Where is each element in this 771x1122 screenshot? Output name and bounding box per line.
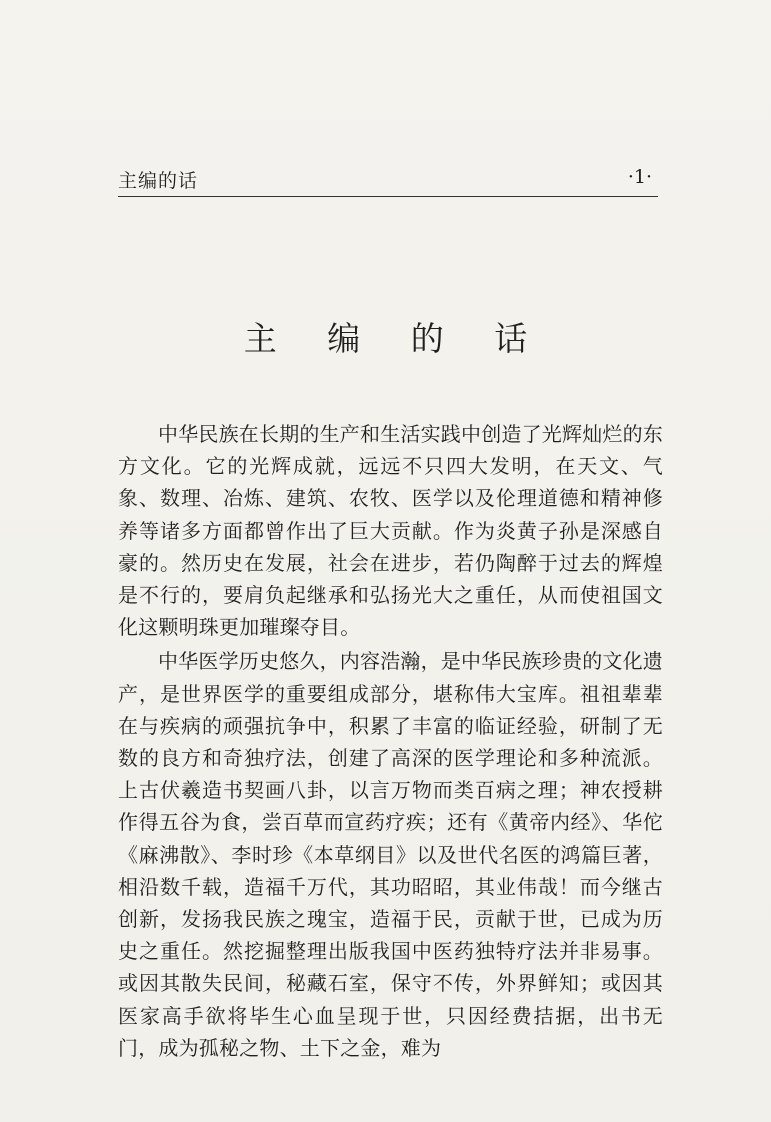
running-title: 主编的话 xyxy=(118,170,199,192)
body-text xyxy=(118,418,663,1064)
page-number: ·1· xyxy=(627,166,652,188)
chapter-title: 主 编 的 话 xyxy=(243,319,548,358)
paragraph: 中华民族在长期的生产和生活实践中创造了光辉灿烂的东方文化。它的光辉成就，远远不只四大发明，在天文、气象、数理、冶炼、建筑、农牧、医学以及伦理道德和精神修养等诸多方面都曾作出了巨大贡献。作为炎黄子孙是深感自豪的。然历史在发展，社会在进步，若仍陶醉于过去的辉煌是不行的，要肩负起继承和弘扬光大之重任，从而使祖国文化这颗明珠更加璀璨夺目。 xyxy=(118,422,663,640)
paragraph: 中华医学历史悠久，内容浩瀚，是中华民族珍贵的文化遗产，是世界医学的重要组成部分，堪称伟大宝库。祖祖辈辈在与疾病的顽强抗争中，积累了丰富的临证经验，研制了无数的良方和奇独疗法，创建了高深的医学理论和多种流派。上古伏羲造书契画八卦，以言万物而类百病之理；神农授耕作得五谷为食，尝百草而宣药疗疾；还有《黄帝内经》、华佗《麻沸散》、李时珍《本草纲目》以及世代名医的鸿篇巨著，相沿数千载，造福千万代，其功昭昭，其业伟哉！而今继古创新，发扬我民族之瑰宝，造福于民，贡献于世，已成为历史之重任。然挖掘整理出版我国中医药独特疗法并非易事。或因其散失民间，秘藏石室，保守不传，外界鲜知；或因其医家高手欲将毕生心血呈现于世，只因经费拮据，出书无门，成为孤秘之物、土下之金，难为 xyxy=(118,649,663,1060)
running-header xyxy=(118,160,658,197)
